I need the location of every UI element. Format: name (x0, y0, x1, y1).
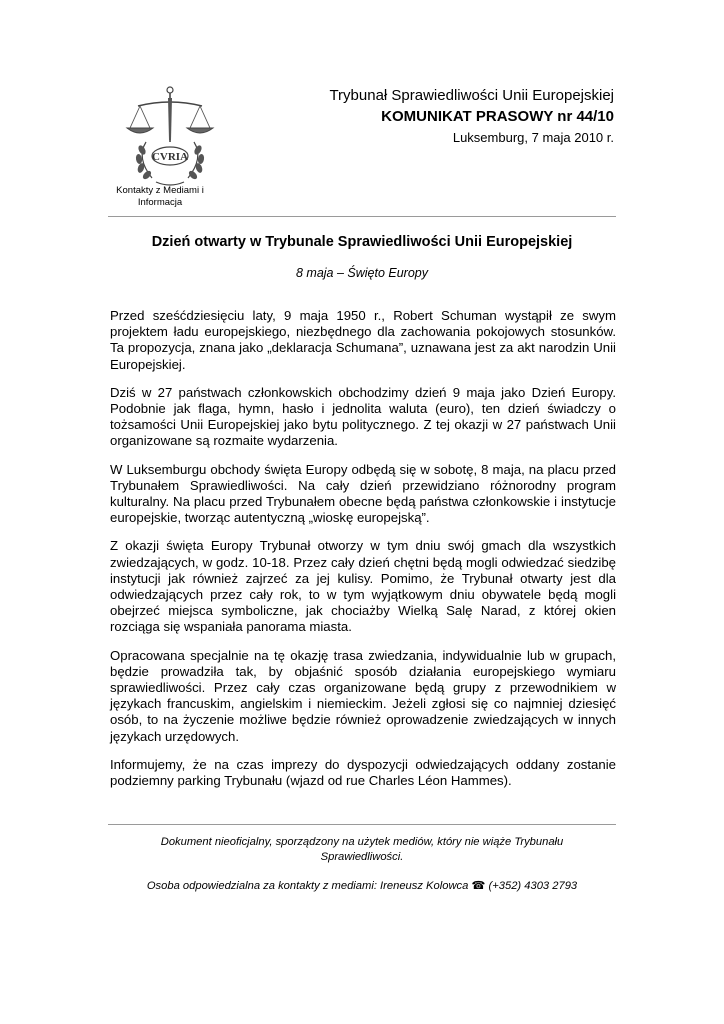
document-header (329, 86, 614, 148)
logo-text: CVRIA (151, 151, 189, 163)
header-divider (108, 216, 616, 217)
article-subtitle: 8 maja – Święto Europy (295, 266, 428, 280)
institution-name: Trybunał Sprawiedliwości Unii Europejskiej (329, 87, 614, 104)
contact-label: Osoba odpowiedzialna za kontakty z mediami: Ireneusz Kolowca (146, 880, 469, 892)
document-footer (108, 835, 616, 894)
phone-number: (+352) 4303 2793 (488, 880, 578, 892)
disclaimer: Dokument nieoficjalny, sporządzony na użytek mediów, który nie wiąże Trybunału Sprawiedliwości. (160, 836, 564, 863)
scales-of-justice-icon (122, 84, 218, 194)
place-and-date: Luksemburg, 7 maja 2010 r. (452, 130, 614, 145)
paragraph: Dziś w 27 państwach członkowskich obchodzimy dzień 9 maja jako Dzień Europy. Podobnie jak flaga, hymn, hasło i jednolita waluta (euro), ten dzień świadczy o tożsamości Unii Europejskiej jako bytu politycznego. Z tej okazji w 27 państwach Unii organizowane są rozmaite wydarzenia. (110, 384, 616, 449)
media-contact-department: Kontakty z Mediami i Informacja (116, 185, 204, 208)
paragraph: Opracowana specjalnie na tę okazję trasa zwiedzania, indywidualnie lub w grupach, będzie prowadziła tak, by objaśnić sposób działania europejskiego wymiaru sprawiedliwości. Przez cały czas organizowane będą grupy z przewodnikiem w językach francuskim, angielskim i niemieckim. Jeżeli zgłosi się co najmniej dziesięć osób, to na życzenie możliwe będzie również oprowadzenie zwiedzających w innych językach urzędowych. (110, 647, 616, 744)
press-release-number: KOMUNIKAT PRASOWY nr 44/10 (381, 108, 614, 125)
paragraph: Z okazji święta Europy Trybunał otworzy w tym dniu swój gmach dla wszystkich zwiedzających, w godz. 10-18. Przez cały dzień chętni będą mogli odwiedzać siedzibę instytucji jak również zajrzeć za jej kulisy. Pomimo, że Trybunał otwarty jest dla odwiedzających przez cały rok, to w tym wyjątkowym dniu obywatele będą mogli obejrzeć miejsca symboliczne, jak chociażby Wielką Salę Narad, z której okien rozciąga się wspaniała panorama miasta. (110, 538, 616, 635)
paragraph: Przed sześćdziesięciu laty, 9 maja 1950 r., Robert Schuman wystąpił ze swym projektem ładu europejskiego, niezbędnego dla zachowania pokojowych stosunków. Ta propozycja, znana jako „deklaracja Schumana”, uznawana jest za akt narodzin Unii Europejskiej. (110, 308, 616, 372)
media-contact (108, 879, 616, 894)
article-body (110, 308, 616, 801)
paragraph: W Luksemburgu obchody święta Europy odbędą się w sobotę, 8 maja, na placu przed Trybunałem Sprawiedliwości. Na cały dzień przewidziano różnorodny program kulturalny. Na placu przed Trybunałem obecne będą państwa członkowskie i instytucje europejskie, tworząc autentyczną „wioskę europejską”. (110, 461, 616, 526)
footer-divider (108, 824, 616, 825)
paragraph: Informujemy, że na czas imprezy do dyspozycji odwiedzających oddany zostanie podziemny parking Trybunału (wjazd od rue Charles Léon Hammes). (110, 756, 616, 789)
telephone-icon: ☎ (471, 880, 486, 892)
curia-logo (122, 84, 218, 194)
article-title: Dzień otwarty w Trybunale Sprawiedliwości Unii Europejskiej (151, 234, 573, 250)
